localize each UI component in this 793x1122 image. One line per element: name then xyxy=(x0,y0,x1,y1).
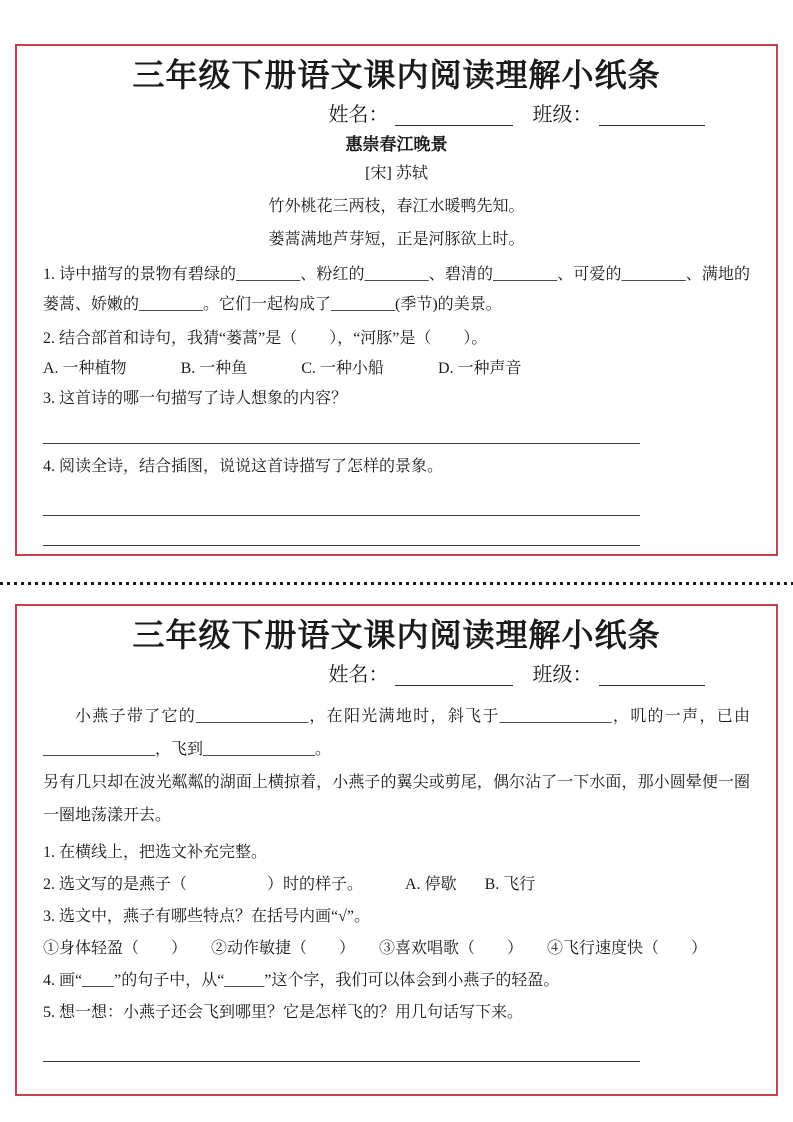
option-b: B. 一种鱼 xyxy=(180,360,248,377)
poem-author: [宋] 苏轼 xyxy=(365,165,428,182)
sheet1-question-4: 4. 阅读全诗，结合插图，说说这首诗描写了怎样的景象。 xyxy=(43,458,444,475)
trait-item-4: ④飞行速度快（ ） xyxy=(547,940,708,957)
sheet1-q2-options xyxy=(43,354,750,384)
sheet1-title: 三年级下册语文课内阅读理解小纸条 xyxy=(132,57,661,93)
answer-line xyxy=(43,516,640,546)
answer-line xyxy=(43,414,640,444)
dotted-divider xyxy=(0,582,793,585)
option-c: C. 一种小船 xyxy=(301,360,384,377)
poem-title: 惠崇春江晚景 xyxy=(345,135,448,154)
sheet1-question-1: 1. 诗中描写的景物有碧绿的________、粉红的________、碧清的________、可爱的________、满地的蒌蒿、娇嫩的________。它们一起构成了________(季节)的美景。 xyxy=(43,266,750,313)
sheet1-question-2: 2. 结合部首和诗句，我猜“蒌蒿”是（ ），“河豚”是（ ）。 xyxy=(43,330,488,347)
trait-item-1: ①身体轻盈（ ） xyxy=(43,940,188,957)
name-blank-line xyxy=(395,104,513,126)
passage-paragraph-1: 小燕子带了它的______________，在阳光满地时，斜飞于______________，叽的一声，已由______________，飞到______________。 xyxy=(43,708,750,758)
sheet2-question-3: 3. 选文中，燕子有哪些特点？在括号内画“√”。 xyxy=(43,908,370,925)
sheet2-question-5: 5. 想一想：小燕子还会飞到哪里？它是怎样飞的？用几句话写下来。 xyxy=(43,1004,524,1021)
class-blank-line xyxy=(599,104,705,126)
worksheet-card-poem xyxy=(15,44,778,556)
name-label: 姓名： xyxy=(328,104,389,126)
sheet2-question-4: 4. 画“____”的句子中，从“_____”这个字，我们可以体会到小燕子的轻盈。 xyxy=(43,972,560,989)
sheet1-name-row xyxy=(283,102,750,128)
option-d: D. 一种声音 xyxy=(437,360,522,377)
sheet2-q3-items xyxy=(43,934,750,964)
poem-line-1: 竹外桃花三两枝，春江水暖鸭先知。 xyxy=(268,198,525,215)
name-blank-line xyxy=(395,664,513,686)
sheet2-question-2-row xyxy=(43,870,750,900)
sheet2-name-row xyxy=(283,662,750,688)
sheet2-title: 三年级下册语文课内阅读理解小纸条 xyxy=(132,617,661,653)
answer-line xyxy=(43,1028,640,1062)
class-blank-line xyxy=(599,664,705,686)
trait-item-2: ②动作敏捷（ ） xyxy=(211,940,356,957)
passage-paragraph-2: 另有几只却在波光粼粼的湖面上横掠着，小燕子的翼尖或剪尾，偶尔沾了一下水面，那小圆晕便一圈一圈地荡漾开去。 xyxy=(43,774,750,824)
sheet1-question-3: 3. 这首诗的哪一句描写了诗人想象的内容？ xyxy=(43,390,348,407)
option-a: A. 一种植物 xyxy=(43,360,127,377)
answer-line xyxy=(43,482,640,516)
name-label: 姓名： xyxy=(328,664,389,686)
poem-line-2: 蒌蒿满地芦芽短，正是河豚欲上时。 xyxy=(268,231,525,248)
option-b: B. 飞行 xyxy=(484,876,536,893)
trait-item-3: ③喜欢唱歌（ ） xyxy=(379,940,524,957)
option-a: A. 停歇 xyxy=(405,876,457,893)
sheet2-question-2: 2. 选文写的是燕子（ ）时的样子。 xyxy=(43,876,364,893)
class-label: 班级： xyxy=(532,664,593,686)
worksheet-card-swallow xyxy=(15,604,778,1096)
class-label: 班级： xyxy=(532,104,593,126)
sheet2-question-1: 1. 在横线上，把选文补充完整。 xyxy=(43,844,268,861)
